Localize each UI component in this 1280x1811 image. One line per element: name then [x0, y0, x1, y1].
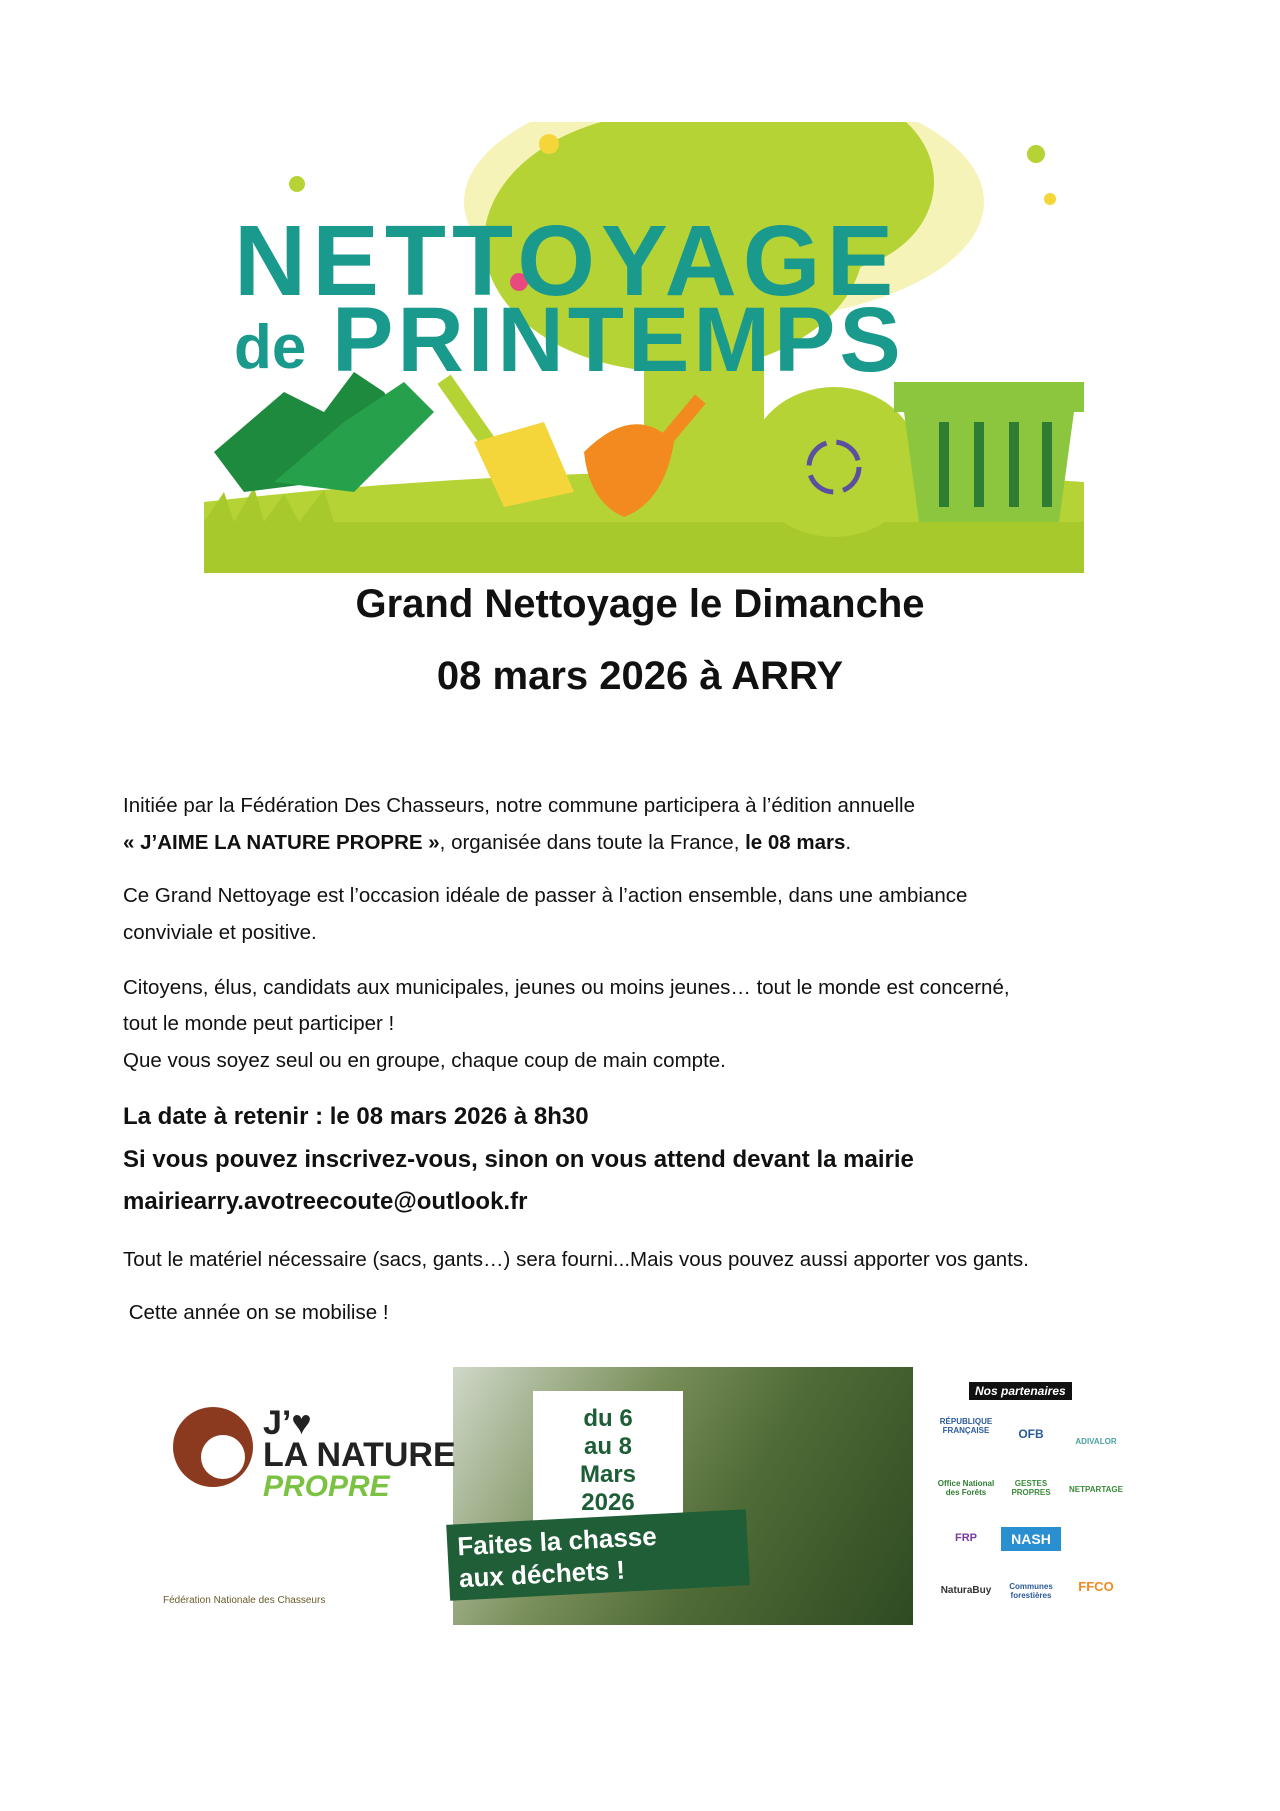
date-year: 2026	[581, 1489, 635, 1516]
partner-logo: FFCO	[1078, 1579, 1114, 1594]
jaime-la-nature-propre-banner	[153, 1367, 1132, 1625]
equipment-paragraph: Tout le matériel nécessaire (sacs, gants…) sera fourni...Mais vous pouvez aussi apporter vos gants.	[123, 1248, 1029, 1271]
hero-title-nettoyage: NETTOYAGE	[234, 205, 900, 317]
partner-logo: FRP	[955, 1532, 977, 1544]
partners-title: Nos partenaires	[969, 1382, 1072, 1400]
partners-panel	[931, 1367, 1131, 1625]
intro-paragraph-line1	[123, 787, 915, 824]
logo-propre: PROPRE	[263, 1470, 390, 1503]
date-card	[533, 1391, 683, 1531]
slogan-box	[446, 1509, 750, 1601]
partner-logo: Office National des Forêts	[937, 1479, 995, 1497]
text: .	[845, 831, 852, 854]
text: , notre commune participera à l’édition annuelle	[484, 794, 915, 817]
campaign-name: « J’AIME LA NATURE PROPRE »	[123, 831, 440, 854]
partner-logo: GESTES PROPRES	[1011, 1479, 1051, 1497]
date-to-remember: La date à retenir : le 08 mars 2026 à 8h30	[123, 1103, 589, 1130]
event-title-line1: Grand Nettoyage le Dimanche	[355, 582, 925, 626]
intro-paragraph-line2	[123, 824, 851, 861]
partner-logo: ADIVALOR	[1075, 1437, 1117, 1446]
date-emphasis: le 08 mars	[745, 831, 846, 854]
partner-logo: NASH	[1001, 1527, 1061, 1551]
slogan-line1: Faites la chasse	[456, 1520, 658, 1562]
jaime-la-nature-propre-logo	[263, 1404, 456, 1503]
signup-line: Si vous pouvez inscrivez-vous, sinon on vous attend devant la mairie	[123, 1146, 914, 1173]
partner-logo: NETPARTAGE	[1069, 1485, 1123, 1494]
hero-title-de: de	[234, 313, 307, 382]
partner-logo: Communes forestières	[1009, 1582, 1053, 1600]
text: , organisée dans toute la France,	[439, 831, 746, 854]
paragraph-2-line2: conviviale et positive.	[123, 921, 317, 944]
event-title-line2: 08 mars 2026 à ARRY	[436, 654, 844, 698]
paragraph-3-line3: Que vous soyez seul ou en groupe, chaque coup de main compte.	[123, 1049, 726, 1072]
nettoyage-de-printemps-illustration	[204, 122, 1084, 573]
partner-logo: OFB	[1018, 1427, 1044, 1441]
logo-j-heart: J’♥	[263, 1404, 312, 1442]
logo-la-nature: LA NATURE	[263, 1436, 456, 1474]
dog-logo-icon	[163, 1392, 273, 1502]
closing-line: Cette année on se mobilise !	[123, 1301, 389, 1324]
paragraph-3-line1: Citoyens, élus, candidats aux municipales, jeunes ou moins jeunes… tout le monde est concerné,	[123, 976, 1010, 999]
partner-logo: NaturaBuy	[940, 1585, 992, 1596]
slogan-line2: aux déchets !	[458, 1554, 626, 1594]
partner-logo: RÉPUBLIQUE FRANÇAISE	[939, 1417, 993, 1435]
date-au: au 8	[583, 1433, 633, 1460]
contact-email[interactable]: mairiearry.avotreecoute@outlook.fr	[123, 1188, 528, 1215]
date-month: Mars	[579, 1461, 637, 1488]
federation-logo-text: Fédération Nationale des Chasseurs	[163, 1595, 326, 1606]
date-du: du 6	[583, 1405, 633, 1432]
paragraph-2-line1: Ce Grand Nettoyage est l’occasion idéale de passer à l’action ensemble, dans une ambiance	[123, 884, 968, 907]
hero-title-printemps: PRINTEMPS	[332, 289, 905, 391]
text: Initiée par la Fédération Des Chasseurs	[123, 794, 485, 817]
paragraph-3-line2: tout le monde peut participer !	[123, 1012, 395, 1035]
